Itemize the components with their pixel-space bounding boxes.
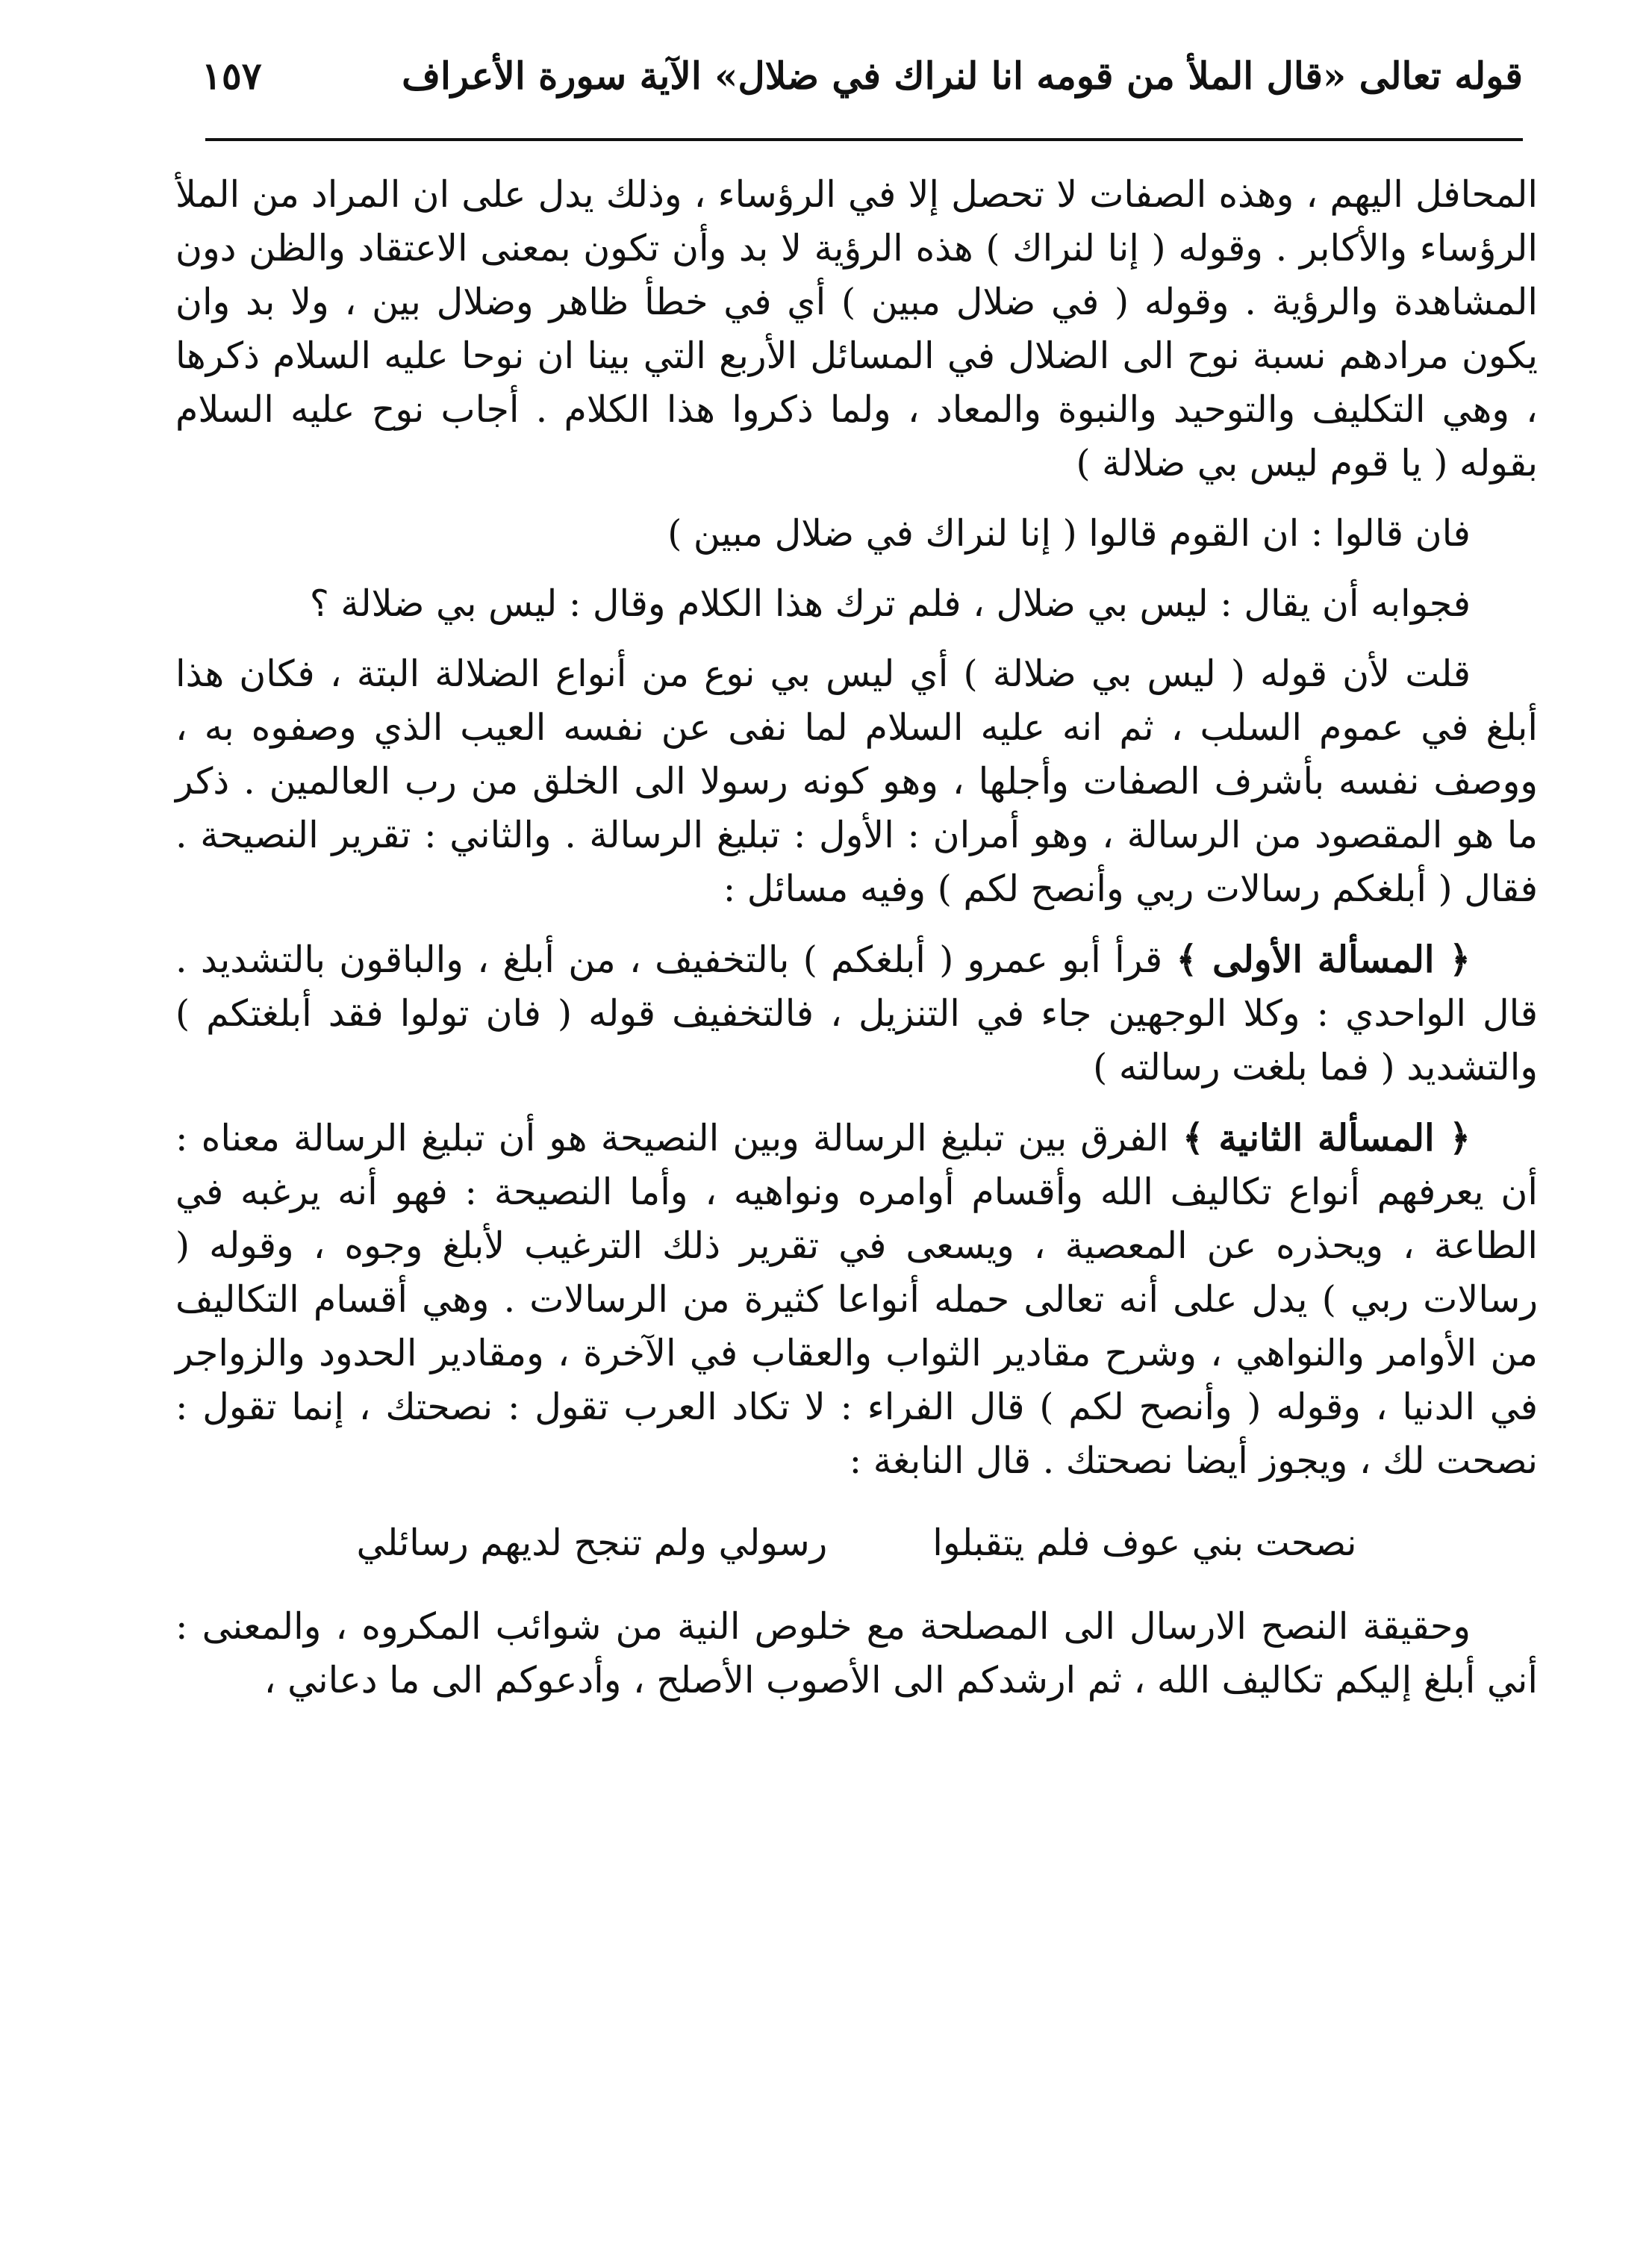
issue-1-heading: ﴿ المسألة الأولى ﴾: [1176, 938, 1471, 981]
header-divider: [205, 138, 1523, 141]
page-body: [175, 168, 1538, 1724]
paragraph-7: وحقيقة النصح الارسال الى المصلحة مع خلوص النية من شوائب المكروه ، والمعنى : أني أبلغ إليكم تكاليف الله ، ثم ارشدكم الى الأصوب الأصلح ، وأدعوكم الى ما دعاني ،: [175, 1605, 1538, 1701]
paragraph-2: فان قالوا : ان القوم قالوا ( إنا لنراك في ضلال مبين ): [667, 512, 1471, 555]
paragraph-issue-1: [175, 932, 1538, 1094]
paragraph-4: قلت لأن قوله ( ليس بي ضلالة ) أي ليس بي نوع من أنواع الضلالة البتة ، فكان هذا أبلغ في عموم السلب ، ثم انه عليه السلام لما نفى عن نفسه العيب الذي وصفوه به ، ووصف نفسه بأشرف الصفات وأجلها ، وهو كونه رسولا الى الخلق من رب العالمين . ذكر ما هو المقصود من الرسالة ، وهو أمران : الأول : تبليغ الرسالة . والثاني : تقرير النصيحة . فقال ( أبلغكم رسالات ربي وأنصح لكم ) وفيه مسائل :: [175, 653, 1538, 910]
verse-first-hemistich: نصحت بني عوف فلم يتقبلوا: [932, 1522, 1357, 1564]
verse-second-hemistich: رسولي ولم تنجح لديهم رسائلي: [356, 1522, 828, 1564]
running-title: قوله تعالى «قال الملأ من قومه انا لنراك في ضلال» الآية سورة الأعراف: [402, 54, 1523, 98]
issue-2-text: الفرق بين تبليغ الرسالة وبين النصيحة هو أن تبليغ الرسالة معناه : أن يعرفهم أنواع تكاليف الله وأقسام أوامره ونواهيه ، وأما النصيحة : فهو أنه يرغبه في الطاعة ، ويحذره عن المعصية ، ويسعى في تقرير ذلك الترغيب لأبلغ وجوه ، وقوله ( رسالات ربي ) يدل على أنه تعالى حمله أنواعا كثيرة من الرسالات . وهي أقسام التكاليف من الأوامر والنواهي ، وشرح مقادير الثواب والعقاب في الآخرة ، ومقادير الحدود والزواجر في الدنيا ، وقوله ( وأنصح لكم ) قال الفراء : لا تكاد العرب تقول : نصحتك ، إنما تقول : نصحت لك ، ويجوز أيضا نصحتك . قال النابغة :: [175, 1117, 1538, 1482]
page-number: ١٥٧: [202, 54, 262, 98]
page-header: [202, 54, 1523, 113]
paragraph-3: فجوابه أن يقال : ليس بي ضلال ، فلم ترك هذا الكلام وقال : ليس بي ضلالة ؟: [309, 582, 1471, 625]
issue-1-text: قرأ أبو عمرو ( أبلغكم ) بالتخفيف ، من أبلغ ، والباقون بالتشديد . قال الواحدي : وكلا الوجهين جاء في التنزيل ، فالتخفيف قوله ( فان تولوا فقد أبلغتكم ) والتشديد ( فما بلغت رسالته ): [175, 938, 1538, 1089]
paragraph-issue-2: [175, 1111, 1538, 1488]
issue-2-heading: ﴿ المسألة الثانية ﴾: [1182, 1116, 1471, 1159]
paragraph-1: المحافل اليهم ، وهذه الصفات لا تحصل إلا في الرؤساء ، وذلك يدل على ان المراد من الملأ الرؤساء والأكابر . وقوله ( إنا لنراك ) هذه الرؤية لا بد وأن تكون بمعنى الاعتقاد والظن دون المشاهدة والرؤية . وقوله ( في ضلال مبين ) أي في خطأ ظاهر وضلال بين ، ولا بد وان يكون مرادهم نسبة نوح الى الضلال في المسائل الأربع التي بينا ان نوحا عليه السلام ذكرها ، وهي التكليف والتوحيد والنبوة والمعاد ، ولما ذكروا هذا الكلام . أجاب نوح عليه السلام بقوله ( يا قوم ليس بي ضلالة ): [175, 173, 1538, 485]
poetry-verse: [357, 1516, 1357, 1570]
